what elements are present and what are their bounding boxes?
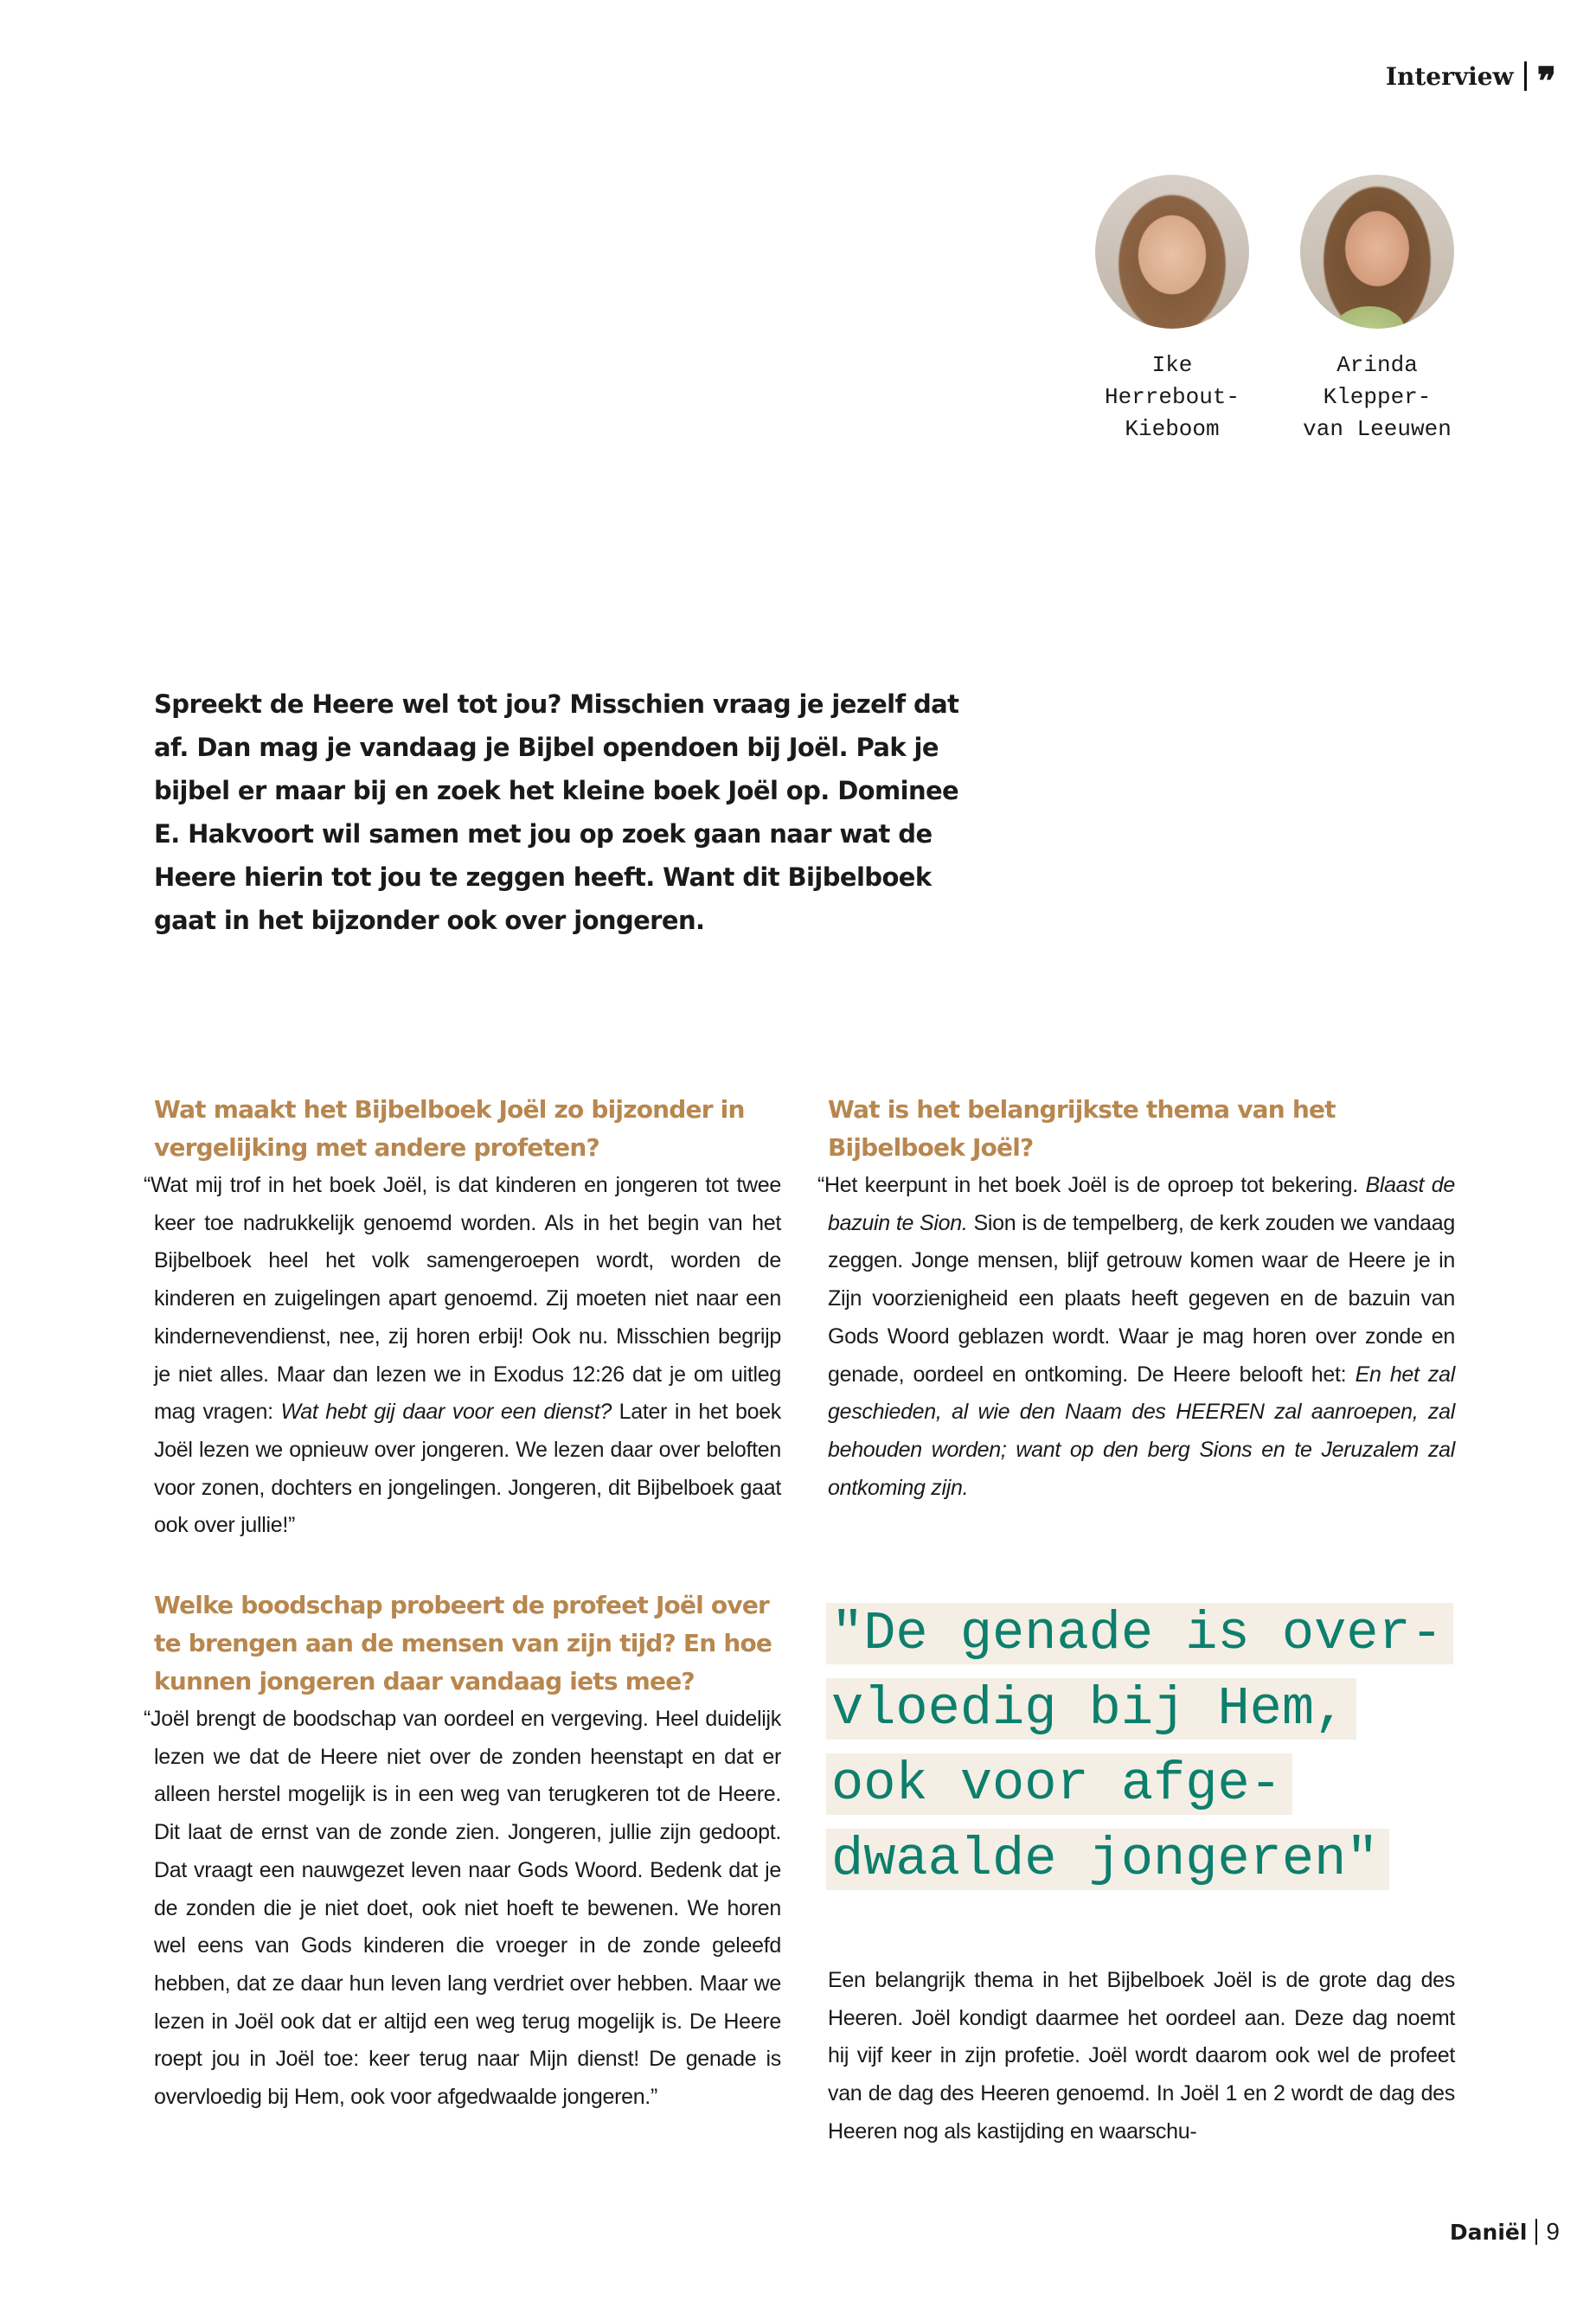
section-label [1385, 57, 1551, 104]
page-footer [1450, 2218, 1560, 2246]
interviewer-2 [1273, 175, 1481, 445]
body-text-continued: Een belangrijk thema in het Bijbelboek Joël is de grote dag des Heeren. Joël kondigt daarmee het oordeel aan. Deze dag noemt hij vijf keer in zijn profetie. Joël wordt daarom ook wel de profeet van de dag des Heeren genoemd. In Joël 1 en 2 wordt de dag des Heeren nog als kastijding en waarschu- [828, 1968, 1455, 2144]
avatar [1095, 175, 1249, 329]
section-title: Interview [1385, 61, 1514, 91]
magazine-name: Daniël [1449, 2219, 1528, 2245]
text-segment: “Het keerpunt in het boek Joël is de oproep tot bekering. [817, 1173, 1366, 1197]
right-column [817, 1091, 1455, 1507]
bible-quote: En het zal geschieden, al wie den Naam des HEEREN zal aanroepen, zal behouden worden; want op den berg Sions en te Jeruzalem zal ontkoming zijn. [828, 1362, 1455, 1500]
answer-text [144, 1167, 781, 1545]
page-number: 9 [1546, 2218, 1560, 2245]
text-segment: Later in het boek Joël lezen we opnieuw over jongeren. We lezen daar over beloften voor zonen, dochters en jongelingen. Jongeren, dit Bijbelboek gaat ook over jullie!” [154, 1400, 781, 1538]
pull-quote-line: ook voor afge- [826, 1753, 1292, 1815]
pull-quote-line: vloedig bij Hem, [826, 1678, 1356, 1740]
interviewer-1 [1068, 175, 1276, 445]
divider [1524, 61, 1527, 91]
answer-text [144, 1701, 781, 2117]
pull-quote-line: "De genade is over- [826, 1603, 1453, 1664]
divider [1535, 2219, 1537, 2245]
left-column [144, 1091, 781, 2117]
question-heading: Wat maakt het Bijbelboek Joël zo bijzonder in vergelijking met andere profeten? [154, 1095, 745, 1162]
pull-quote-line: dwaalde jongeren" [826, 1829, 1389, 1890]
pull-quote [826, 1596, 1453, 1897]
text-segment: “Wat mij trof in het boek Joël, is dat kinderen en jongeren tot twee keer toe nadrukkelijk genoemd worden. Als in het begin van het Bijbelboek heel het volk samengeroepen wordt, worden de kinderen en zuigelingen apart genoemd. Zij moeten niet naar een kindernevendienst, nee, zij horen erbij! Ook nu. Misschien begrijp je niet alles. Maar dan lezen we in Exodus 12:26 dat je om uitleg mag vragen: [144, 1173, 781, 1425]
bible-quote: Blaast de bazuin te Sion. [828, 1173, 1455, 1235]
bible-quote: Wat hebt gij daar voor een dienst? [280, 1400, 612, 1425]
text-segment: “Joël brengt de boodschap van oordeel en vergeving. Heel duidelijk lezen we dat de Heere niet over de zonden heenstapt en dat er alleen herstel mogelijk is in een weg van terugkeren tot de Heere. Dit laat de ernst van de zonde zien. Jongeren, jullie zijn gedoopt. Dat vraagt een nauwgezet leven naar Gods Woord. Bedenk dat je de zonden die je niet doet, ook niet hoeft te bewenen. We horen wel eens van Gods kinderen die vroeger in de zonde geleefd hebben, dat ze daar hun leven lang verdriet over hebben. Maar we lezen in Joël ook dat er altijd een weg terug mogelijk is. De Heere roept jou in Joël toe: keer terug naar Mijn dienst! De genade is overvloedig bij Hem, ook voor afgedwaalde jongeren.” [144, 1707, 781, 2110]
text-segment: Sion is de tempelberg, de kerk zouden we vandaag zeggen. Jonge mensen, blijf getrouw komen waar de Heere je in Zijn voorzienigheid een plaats heeft gegeven en de bazuin van Gods Woord geblazen wordt. Waar je mag horen over zonde en genade, oordeel en ontkoming. De Heere belooft het: [828, 1210, 1455, 1387]
question-heading: Welke boodschap probeert de profeet Joël over te brengen aan de mensen van zijn tijd? En hoe kunnen jongeren daar vandaag iets mee? [154, 1591, 772, 1696]
avatar [1300, 175, 1454, 329]
person-name: Arinda Klepper- van Leeuwen [1303, 352, 1452, 442]
quote-icon: ❜❜ [1536, 60, 1551, 104]
intro-text: Spreekt de Heere wel tot jou? Misschien vraag je jezelf dat af. Dan mag je vandaag je Bijbel opendoen bij Joël. Pak je bijbel er maar bij en zoek het kleine boek Joël op. Dominee E. Hakvoort wil samen met jou op zoek gaan naar wat de Heere hierin tot jou te zeggen heeft. Want dit Bijbelboek gaat in het bijzonder ook over jongeren. [154, 689, 959, 935]
answer-text [817, 1167, 1455, 1507]
question-heading: Wat is het belangrijkste thema van het Bijbelboek Joël? [828, 1095, 1336, 1162]
person-name: Ike Herrebout- Kieboom [1104, 352, 1240, 442]
